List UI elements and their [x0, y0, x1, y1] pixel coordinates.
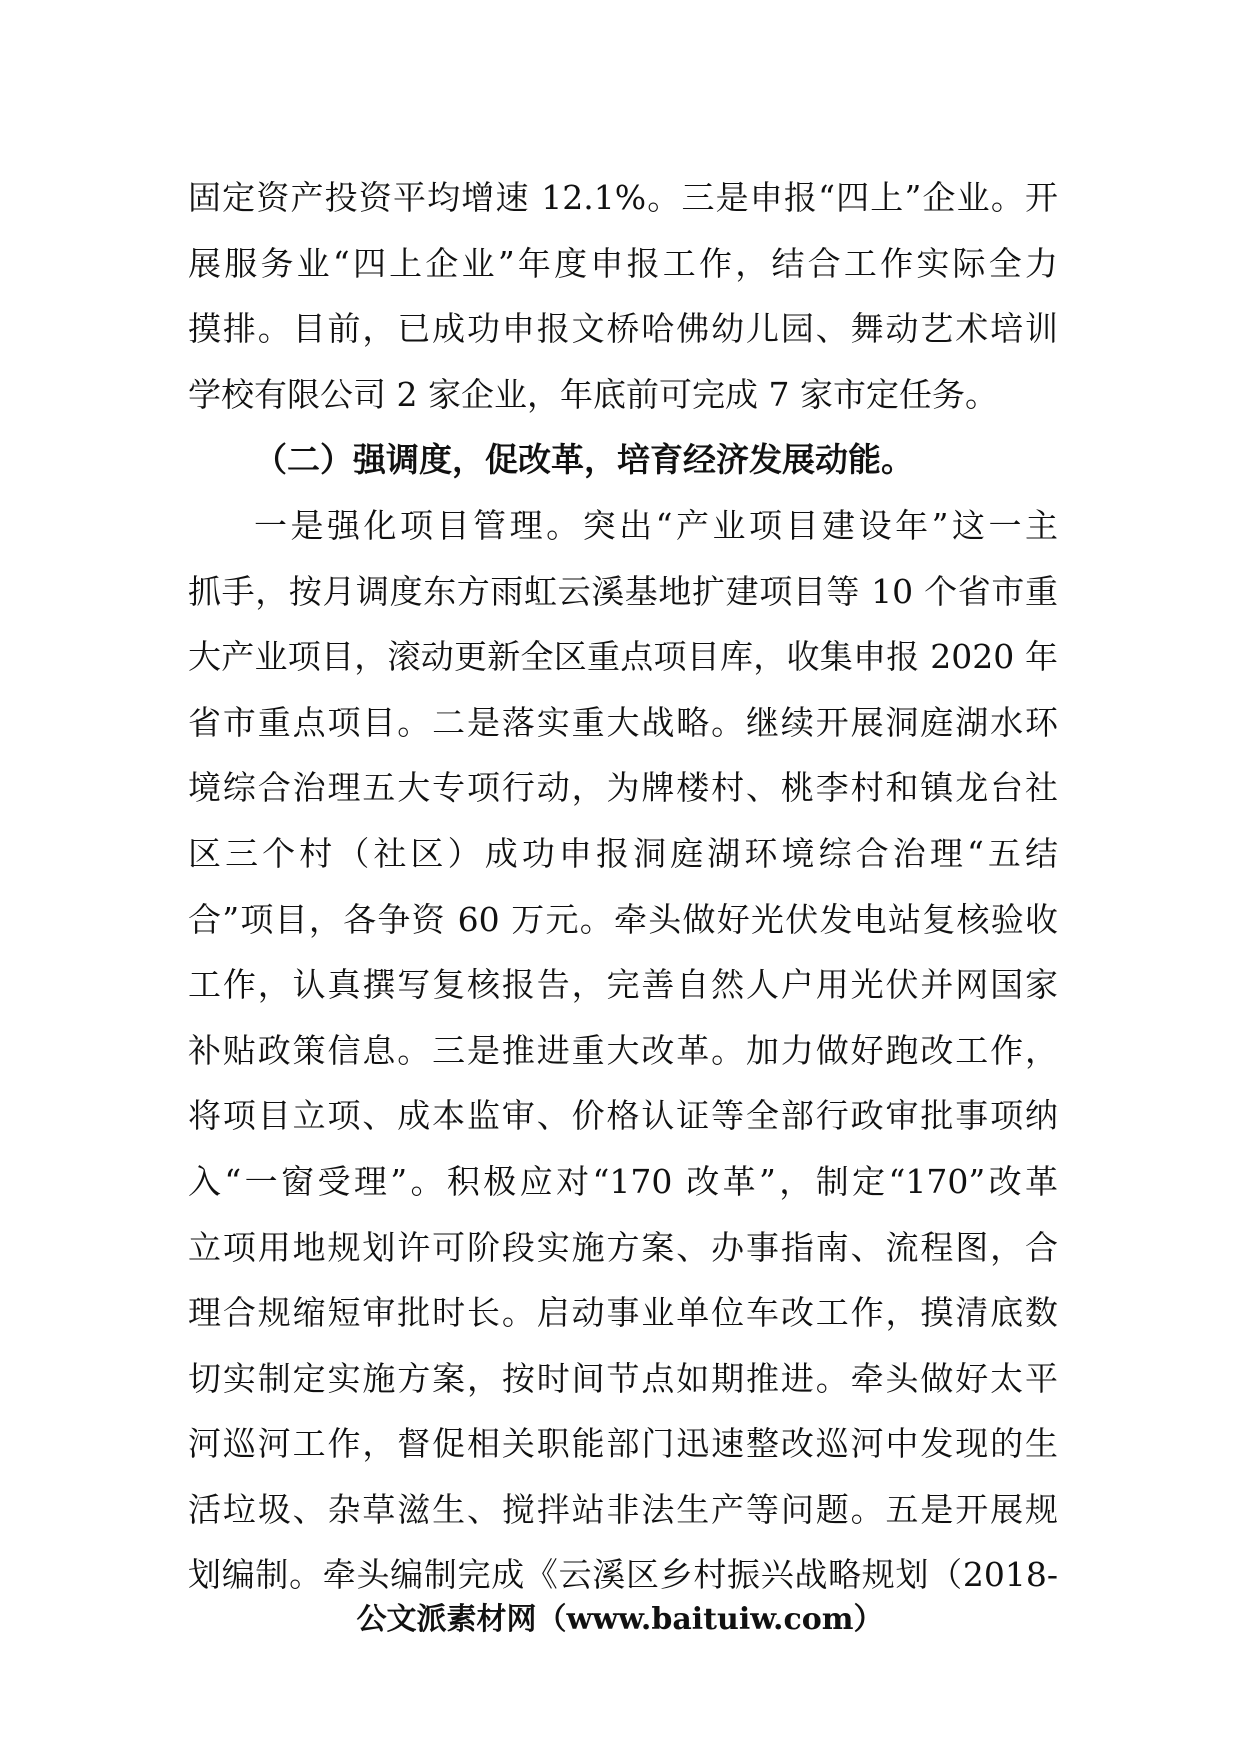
text-line-4: 学校有限公司 2 家企业，年底前可完成 7 家市定任务。 [188, 374, 998, 414]
text-line-7: 抓手，按月调度东方雨虹云溪基地扩建项目等 10 个省市重 [188, 571, 1058, 611]
text-line-3: 摸排。目前，已成功申报文桥哈佛幼儿园、舞动艺术培训 [188, 309, 1058, 349]
text-line-2: 展服务业“四上企业”年度申报工作，结合工作实际全力 [188, 243, 1058, 283]
text-line-18: 理合规缩短审批时长。启动事业单位车改工作，摸清底数 [188, 1293, 1058, 1333]
text-line-8: 大产业项目，滚动更新全区重点项目库，收集申报 2020 年 [188, 637, 1058, 677]
section-heading: （二）强调度，促改革，培育经济发展动能。 [254, 440, 914, 480]
text-line-21: 活垃圾、杂草滋生、搅拌站非法生产等问题。五是开展规 [188, 1489, 1058, 1529]
text-line-12: 合”项目，各争资 60 万元。牵头做好光伏发电站复核验收 [188, 899, 1058, 939]
document-body [188, 165, 1058, 1608]
footer-watermark: 公文派素材网（www.baituiw.com） [356, 1602, 884, 1637]
text-line-20: 河巡河工作，督促相关职能部门迅速整改巡河中发现的生 [188, 1424, 1058, 1464]
text-line-1: 固定资产投资平均增速 12.1%。三是申报“四上”企业。开 [188, 178, 1058, 217]
text-line-14: 补贴政策信息。三是推进重大改革。加力做好跑改工作， [188, 1030, 1058, 1070]
text-line-11: 区三个村（社区）成功申报洞庭湖环境综合治理“五结 [188, 833, 1058, 873]
text-line-17: 立项用地规划许可阶段实施方案、办事指南、流程图，合 [188, 1227, 1058, 1267]
text-line-19: 切实制定实施方案，按时间节点如期推进。牵头做好太平 [188, 1358, 1058, 1398]
text-line-13: 工作，认真撰写复核报告，完善自然人户用光伏并网国家 [188, 965, 1058, 1005]
text-line-6: 一是强化项目管理。突出“产业项目建设年”这一主 [254, 505, 1058, 545]
text-line-9: 省市重点项目。二是落实重大战略。继续开展洞庭湖水环 [188, 702, 1058, 742]
text-line-16: 入“一窗受理”。积极应对“170 改革”，制定“170”改革 [188, 1161, 1058, 1201]
text-line-10: 境综合治理五大专项行动，为牌楼村、桃李村和镇龙台社 [188, 768, 1058, 808]
text-line-15: 将项目立项、成本监审、价格认证等全部行政审批事项纳 [188, 1096, 1058, 1136]
text-line-22: 划编制。牵头编制完成《云溪区乡村振兴战略规划（2018- [188, 1555, 1058, 1595]
